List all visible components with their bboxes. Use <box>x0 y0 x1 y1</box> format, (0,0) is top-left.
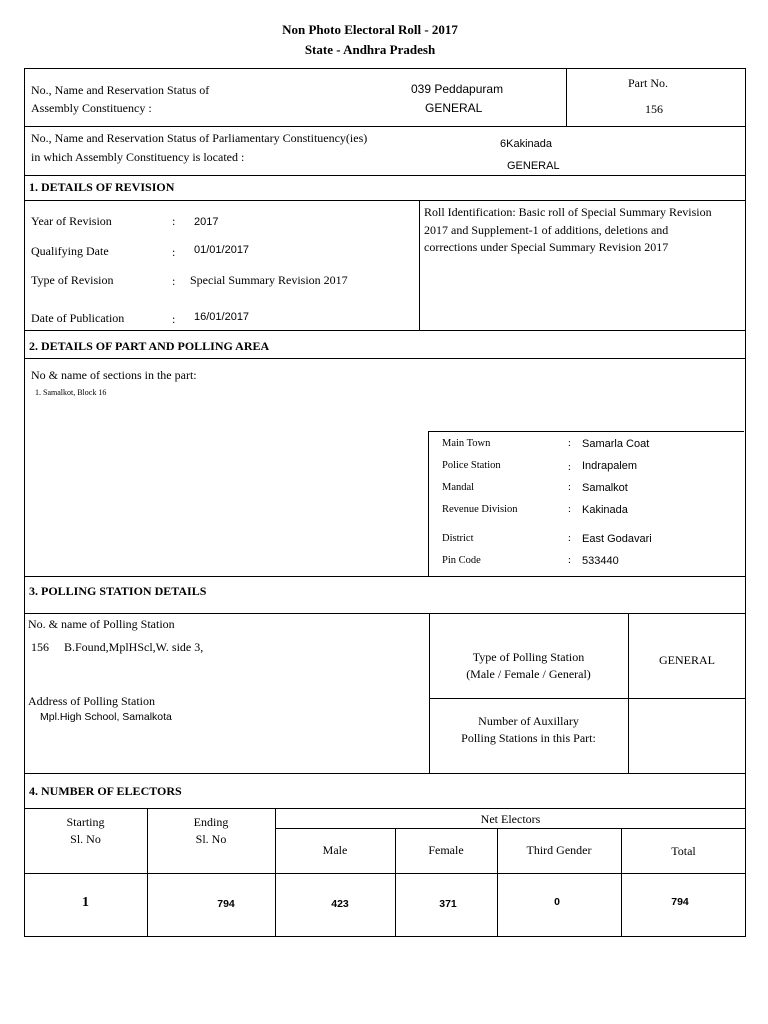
divider <box>275 828 746 829</box>
type-of-revision: Special Summary Revision 2017 <box>190 273 348 287</box>
male-count: 423 <box>331 898 349 910</box>
area-label: Revenue Division <box>442 504 518 515</box>
revision-colon: : <box>172 312 176 326</box>
starting-header-2: Sl. No <box>70 832 101 846</box>
part-heading: 2. DETAILS OF PART AND POLLING AREA <box>29 339 270 353</box>
pin-code: 533440 <box>582 555 619 567</box>
qualifying-date: 01/01/2017 <box>194 244 250 256</box>
revenue-division: Kakinada <box>582 504 628 516</box>
part-number: 156 <box>645 102 663 116</box>
divider <box>429 698 746 699</box>
revision-heading: 1. DETAILS OF REVISION <box>29 180 175 194</box>
parliamentary-label-2: in which Assembly Constituency is located : <box>31 150 245 164</box>
polling-heading: 3. POLLING STATION DETAILS <box>29 584 207 598</box>
divider <box>428 431 429 576</box>
revision-label: Qualifying Date <box>31 244 109 258</box>
area-colon: : <box>568 482 571 493</box>
net-electors-header: Net Electors <box>480 812 541 826</box>
total-header: Total <box>671 844 696 858</box>
sections-label: No & name of sections in the part: <box>31 368 197 382</box>
police-station: Indrapalem <box>582 460 638 472</box>
roll-identification: Roll Identification: Basic roll of Special Summary Revision 2017 and Supplement-1 of additions, deletions and corrections under Special Summary Revision 2017 <box>424 205 712 254</box>
year-of-revision: 2017 <box>194 216 219 228</box>
ending-header-2: Sl. No <box>195 832 227 846</box>
area-label: Mandal <box>442 482 475 493</box>
part-label: Part No. <box>628 76 668 90</box>
type-label-2: (Male / Female / General) <box>466 667 591 681</box>
state-title: State - Andhra Pradesh <box>304 42 436 57</box>
aux-label-2: Polling Stations in this Part: <box>461 731 596 745</box>
divider <box>24 126 746 127</box>
parliamentary-label-1: No., Name and Reservation Status of Parliamentary Constituency(ies) <box>31 131 368 145</box>
divider <box>24 330 746 331</box>
total-count: 794 <box>671 896 689 908</box>
male-header: Male <box>322 843 348 857</box>
divider <box>429 613 430 773</box>
divider <box>24 873 746 874</box>
divider <box>24 358 746 359</box>
assembly-name: 039 Peddapuram <box>411 82 504 96</box>
third-gender-count: 0 <box>554 896 560 908</box>
female-count: 371 <box>439 898 457 910</box>
revision-label: Type of Revision <box>31 273 114 287</box>
divider <box>24 613 746 614</box>
assembly-label-1: No., Name and Reservation Status of <box>31 83 210 97</box>
mandal: Samalkot <box>582 482 628 494</box>
area-colon: : <box>568 504 571 515</box>
section-item: 1. Samalkot, Block 16 <box>35 388 107 397</box>
polling-type-value: GENERAL <box>659 653 715 667</box>
ending-serial: 794 <box>217 898 235 910</box>
starting-header-1: Starting <box>66 815 105 829</box>
female-header: Female <box>428 843 464 857</box>
divider <box>24 200 746 201</box>
divider <box>24 175 746 176</box>
parliamentary-name: 6Kakinada <box>500 138 552 150</box>
type-label-1: Type of Polling Station <box>472 650 585 664</box>
date-of-publication: 16/01/2017 <box>194 311 250 323</box>
electors-heading: 4. NUMBER OF ELECTORS <box>29 784 182 798</box>
ending-header-1: Ending <box>193 815 229 829</box>
revision-colon: : <box>172 245 176 259</box>
assembly-reservation: GENERAL <box>425 101 483 115</box>
polling-address-label: Address of Polling Station <box>28 694 156 708</box>
divider <box>419 200 420 330</box>
revision-label: Year of Revision <box>31 214 112 228</box>
area-label: Pin Code <box>442 555 481 566</box>
roll-frame <box>24 68 746 937</box>
divider <box>24 808 746 809</box>
area-colon: : <box>568 462 571 473</box>
area-label: District <box>442 533 474 544</box>
area-colon: : <box>568 555 571 566</box>
divider <box>24 773 746 774</box>
assembly-label-2: Assembly Constituency : <box>31 101 152 115</box>
parliamentary-reservation: GENERAL <box>507 160 560 172</box>
revision-colon: : <box>172 214 176 228</box>
area-label: Police Station <box>442 460 501 471</box>
district: East Godavari <box>582 533 652 545</box>
polling-station-number: 156 <box>31 640 49 654</box>
polling-station-name: B.Found,MplHScl,W. side 3, <box>64 640 204 654</box>
polling-address: Mpl.High School, Samalkota <box>40 711 172 723</box>
divider <box>24 576 746 577</box>
revision-colon: : <box>172 274 176 288</box>
area-colon: : <box>568 533 571 544</box>
area-colon: : <box>568 438 571 449</box>
area-label: Main Town <box>442 438 491 449</box>
third-gender-header: Third Gender <box>526 843 592 857</box>
divider <box>428 431 744 432</box>
roll-title: Non Photo Electoral Roll - 2017 <box>282 22 458 37</box>
polling-name-label: No. & name of Polling Station <box>28 617 175 631</box>
aux-label-1: Number of Auxillary <box>478 714 579 728</box>
starting-serial: 1 <box>82 895 89 910</box>
main-town: Samarla Coat <box>582 438 650 450</box>
part-divider <box>566 68 567 126</box>
revision-label: Date of Publication <box>31 311 125 325</box>
divider <box>628 613 629 773</box>
